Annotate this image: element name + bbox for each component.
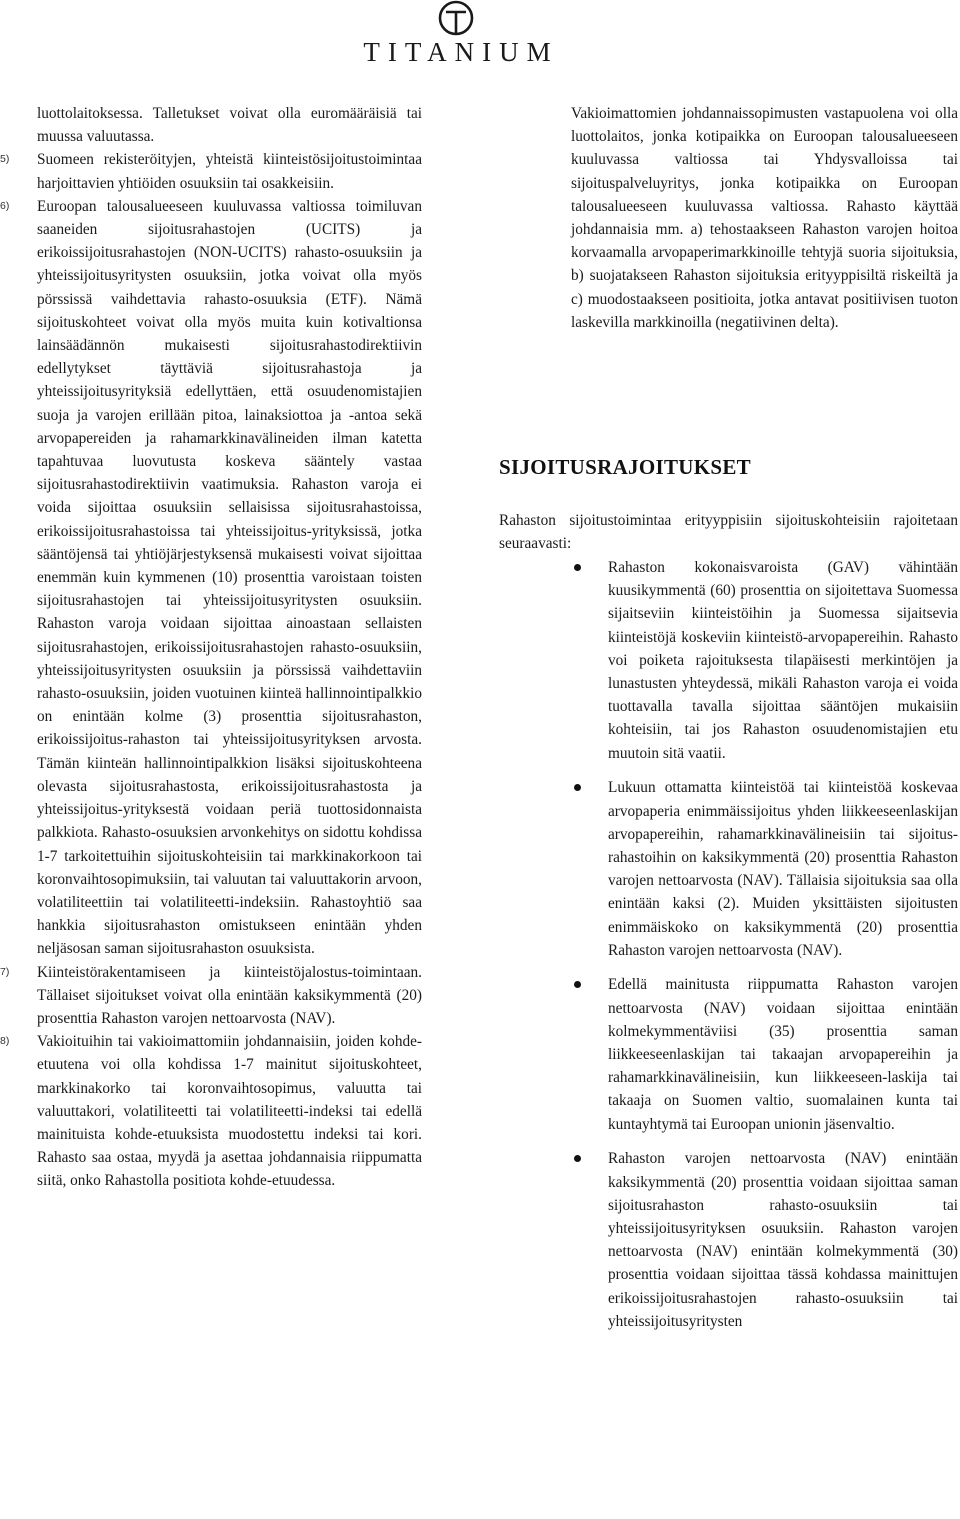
bullet-icon — [574, 981, 581, 988]
item-text: Vakioituihin tai vakioimattomiin johdannaisiin, joiden kohde-etuutena voi olla kohdissa 1-7 mainitut sijoituskohteet, markkinakorko tai koronvaihtosopimus, valuutta tai valuuttakori, volatiliteetti tai volatiliteetti-indeksi tai edellä mainituista kohde-etuuksista muodostettu indeksi tai kori. Rahasto saa ostaa, myydä ja asettaa johdannaisia riippumatta siitä, onko Rahastolla positiota kohde-etuudessa. — [37, 1033, 422, 1190]
bullet-icon — [574, 784, 581, 791]
titanium-logo-icon — [438, 0, 474, 36]
item-text: Suomeen rekisteröityjen, yhteistä kiinteistösijoitustoimintaa harjoittavien yhtiöiden osuuksiin tai osakkeisiin. — [37, 151, 422, 192]
bullet-text: Rahaston kokonaisvaroista (GAV) vähintään kuusikymmentä (60) prosenttia on sijoitettava Suomessa sijaitseviin kiinteistöihin ja Suomessa sijaitsevia kiinteistöjä koskeviin kiinteistö-arvopapereihin. Rahasto voi poiketa rajoituksesta tilapäisesti merkintöjen ja lunastusten yhteydessä, mikäli Rahaston varoja ei voida tuottavalla tavalla sijoittaa sääntöjen mukaisiin kohteisiin, tai jos Rahaston osuudenomistajien etu muutoin sitä vaatii. — [608, 559, 958, 762]
right-continuation-text: Vakioimattomien johdannaissopimusten vastapuolena voi olla luottolaitos, jonka kotipaikka on Euroopan talousalueeseen kuuluvassa valtiossa tai Yhdysvalloissa tai sijoituspalveluyritys, jonka kotipaikka on Euroopan talousalueeseen kuuluvassa valtiossa. Rahasto käyttää johdannaisia mm. a) tehostaakseen Rahaston varojen hoitoa korvaamalla arvopaperimarkkinoille tehtyjä suoria sijoituksia, b) suojatakseen Rahaston sijoituksia erityyppisiltä riskeiltä ja c) muodostaakseen positioita, jotka antavat positiivisen tuoton laskevilla markkinoilla (negatiivinen delta). — [571, 105, 958, 331]
list-item — [571, 556, 958, 765]
list-item — [0, 148, 422, 194]
titanium-logo — [358, 0, 564, 74]
section-intro: Rahaston sijoitustoimintaa erityyppisiin sijoituskohteisiin rajoitetaan seuraavasti: — [499, 512, 958, 553]
bullet-text: Rahaston varojen nettoarvosta (NAV) enintään kaksikymmentä (20) prosenttia voidaan sijoittaa saman sijoitusrahaston rahasto-osuuksiin tai yhteissijoitusyrityksen osuuksiin. Rahaston varojen nettoarvosta (NAV) enintään kolmekymmentä (30) prosenttia voidaan sijoittaa tässä kohdassa mainittujen erikoissijoitusrahastojen rahasto-osuuksiin tai yhteissijoitusyritysten — [608, 1150, 958, 1330]
brand-name: TITANIUM — [363, 37, 559, 67]
list-item — [571, 776, 958, 962]
bullet-text: Lukuun ottamatta kiinteistöä tai kiinteistöä koskevaa arvopaperia enimmäissijoitus yhden liikkeeseenlaskijan arvopapereihin, rahamarkkinavälineisiin tai sijoitus-rahastoihin on kaksikymmentä (20) prosenttia Rahaston varojen nettoarvosta (NAV). Tällaisia sijoituksia saa olla enintään kaksi (2). Muiden yksittäisten sijoitusten enimmäiskoko on kaksikymmentä (20) prosenttia Rahaston varojen nettoarvosta (NAV). — [608, 779, 958, 959]
bullet-text: Edellä mainitusta riippumatta Rahaston varojen nettoarvosta (NAV) voidaan sijoittaa enintään kolmekymmentäviisi (35) prosenttia saman liikkeeseenlaskijan tai takaajan arvopapereihin ja rahamarkkinavälineisiin, kun liikkeeseen-laskija tai takaaja on Suomen valtio, suomalainen kunta tai kuntayhtymä tai Euroopan unionin jäsenvaltio. — [608, 976, 958, 1133]
right-column — [571, 102, 958, 334]
item-text: Kiinteistörakentamiseen ja kiinteistöjalostus-toimintaan. Tällaiset sijoitukset voivat olla enintään kaksikymmentä (20) prosenttia Rahaston varojen nettoarvosta (NAV). — [37, 963, 422, 1027]
restriction-list — [571, 556, 958, 1345]
section-heading: SIJOITUSRAJOITUKSET — [499, 455, 751, 479]
item-number: 6) — [0, 199, 10, 212]
list-item — [0, 195, 422, 961]
left-continuation-text: luottolaitoksessa. Talletukset voivat olla euromääräisiä tai muussa valuutassa. — [37, 105, 422, 146]
item-number: 5) — [0, 153, 10, 166]
list-item — [0, 961, 422, 1031]
left-column — [0, 102, 422, 1193]
list-item — [571, 973, 958, 1135]
list-item — [0, 1030, 422, 1192]
list-item — [571, 1147, 958, 1333]
bullet-icon — [574, 1155, 581, 1162]
item-text: Euroopan talousalueeseen kuuluvassa valtiossa toimiluvan saaneiden sijoitusrahastojen (UCITS) ja erikoissijoitusrahastojen (NON-UCITS) rahasto-osuuksiin ja yhteissijoitusyritysten osuuksiin, jotka voivat olla myös pörssissä vaihdettavia rahasto-osuuksia (ETF). Nämä sijoituskohteet voivat olla myös muita kuin kotivaltionsa lainsäädännön mukaisesti sijoitusrahastodirektiivin edellytykset täyttäviä sijoitusrahastoja ja yhteissijoitusyrityksiä edellyttäen, että osuudenomistajien suoja ja varojen erillään pitoa, lainaksiottoa ja -antoa sekä arvopapereiden ja rahamarkkinavälineiden ilman katetta tapahtuvaa luovutusta koskeva sääntely vastaa sijoitusrahastodirektiivin vaatimuksia. Rahaston varoja ei voida sijoittaa osuuksiin sellaisissa sijoitusrahastoissa, erikoissijoitusrahastoissa tai yhteissijoitus-yrityksissä, jotka sääntöjensä tai yhtiöjärjestyksensä mukaisesti voivat sijoittaa enemmän kuin kymmenen (10) prosenttia varoistaan toisten sijoitusrahastojen tai yhteissijoitusyritysten osuuksiin. Rahaston varoja voidaan sijoittaa ainoastaan sellaisten sijoitusrahastojen, erikoissijoitusrahastojen rahasto-osuuksiin, yhteissijoitusyritysten osuuksiin ja pörssissä vaihdettaviin rahasto-osuuksiin, joiden vuotuinen kiinteä hallinnointipalkkio on enintään kolme (3) prosenttia sijoitusrahaston, erikoissijoitus-rahaston tai yhteissijoitusyrityksen arvosta. Tämän kiinteän hallinnointipalkkion lisäksi sijoituskohteena olevasta sijoitusrahastosta, erikoissijoitusrahastosta ja yhteissijoitus-yrityksestä voidaan periä tuottosidonnaista palkkiota. Rahasto-osuuksien arvonkehitys on sidottu kohdissa 1-7 tarkoitettuihin sijoituskohteisiin tai markkinakorkoon tai koronvaihtosopimuksiin, tai valuutan tai valuuttakorin arvoon, volatiliteettiin tai volatiliteetti-indeksiin. Rahastoyhtiö saa hankkia sijoitusrahaston omistukseen enintään yhden neljäsosan saman sijoitusrahaston osuuksista. — [37, 197, 422, 958]
item-number: 8) — [0, 1035, 10, 1048]
bullet-icon — [574, 564, 581, 571]
item-number: 7) — [0, 965, 10, 978]
